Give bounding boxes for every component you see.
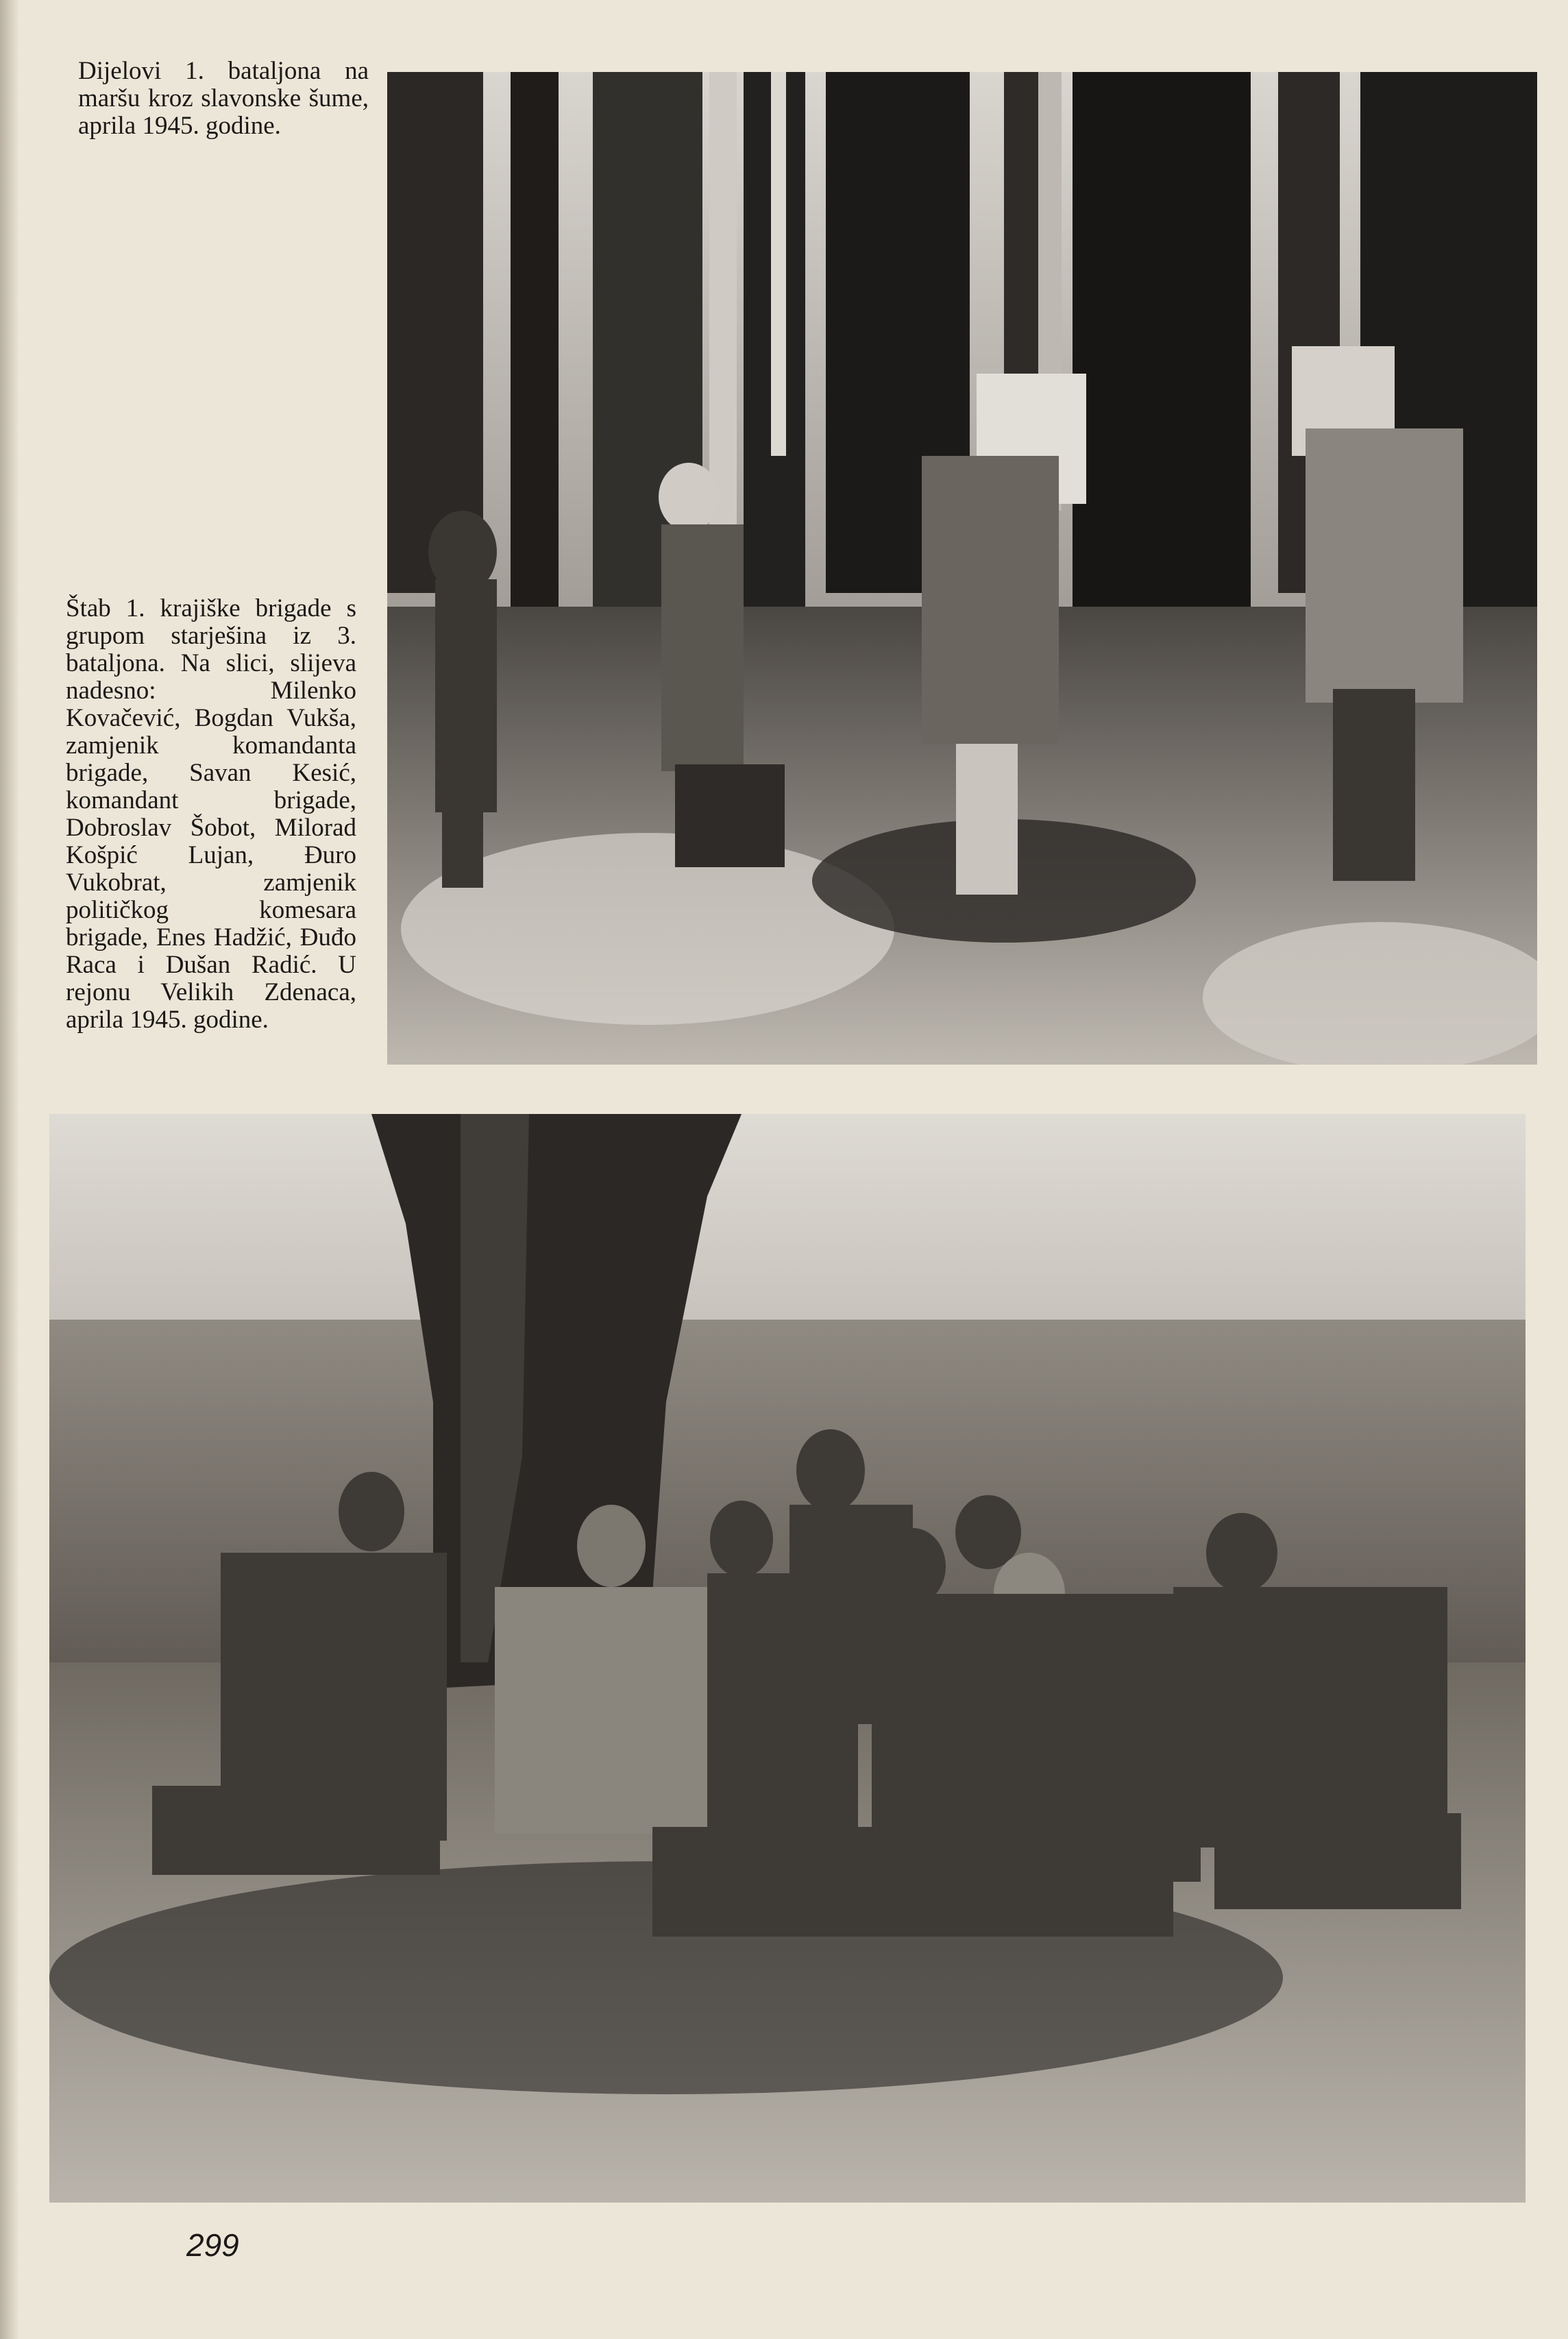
photo-brigade-staff-image	[49, 1114, 1526, 2203]
caption-bottom-photo: Štab 1. krajiške brigade s grupom starješina iz 3. bataljona. Na slici, slijeva nadesno: Milenko Kovačević, Bogdan Vukša, zamjenik komandanta brigade, Savan Kesić, komandant brigade, Dobroslav Šobot, Milorad Košpić Lujan, Đuro Vukobrat, zamjenik političkog komesara brigade, Enes Hadžić, Đuđo Raca i Dušan Radić. U rejonu Velikih Zdenaca, aprila 1945. godine.	[66, 594, 356, 1034]
caption-top-photo: Dijelovi 1. bataljona na maršu kroz slavonske šume, aprila 1945. godine.	[78, 57, 369, 140]
photo-forest-march-image	[387, 72, 1537, 1065]
page-gutter-shadow	[0, 0, 19, 2339]
page-number: 299	[186, 2227, 239, 2263]
photo-brigade-staff	[49, 1114, 1526, 2203]
photo-forest-march	[387, 72, 1537, 1065]
